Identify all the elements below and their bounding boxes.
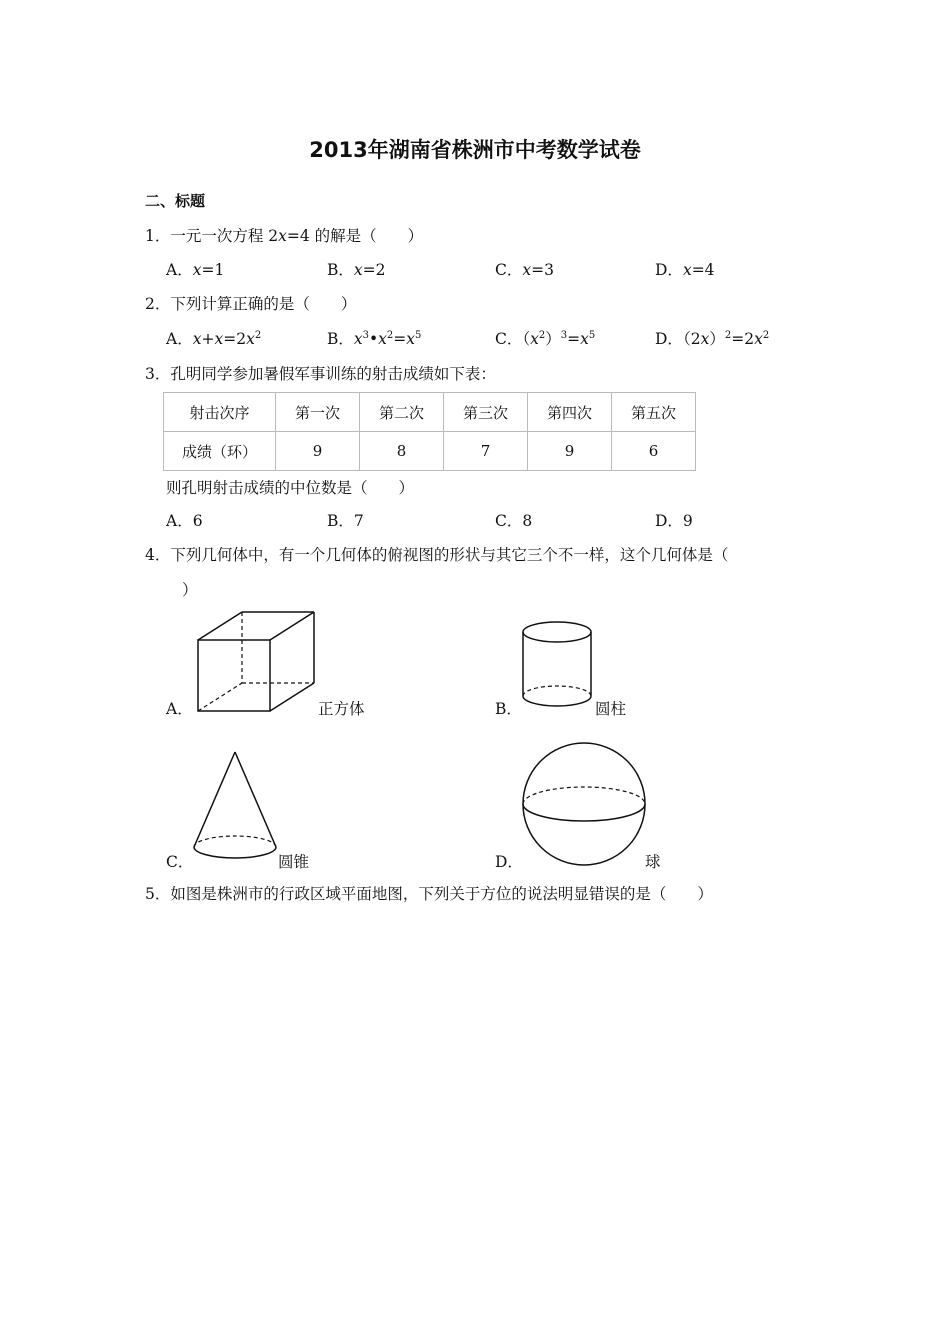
table-cell: 第五次 bbox=[611, 393, 695, 432]
q1-stem-post: =4 的解是（ ） bbox=[286, 227, 424, 245]
table-row bbox=[164, 432, 696, 471]
q1-option-b: B．x=2 bbox=[327, 261, 386, 279]
table-cell: 第三次 bbox=[443, 393, 527, 432]
q4-option-a-name: 正方体 bbox=[318, 700, 365, 718]
sphere-figure bbox=[520, 742, 650, 867]
table-cell: 6 bbox=[611, 432, 695, 471]
question-2-stem: 2．下列计算正确的是（ ） bbox=[145, 295, 357, 313]
cone-figure bbox=[190, 750, 282, 865]
q2-option-c: C．$(x^2)^3=x^5$ bbox=[495, 330, 596, 348]
question-3-followup: 则孔明射击成绩的中位数是（ ） bbox=[166, 479, 415, 497]
question-1-stem bbox=[145, 224, 423, 246]
q4-option-d-name: 球 bbox=[645, 853, 661, 871]
q2-option-d: D．$(2x)^2=2x^2$ bbox=[655, 330, 770, 348]
q3-option-b: B．7 bbox=[327, 512, 364, 530]
q3-option-a: A．6 bbox=[166, 512, 203, 530]
question-3-stem: 3．孔明同学参加暑假军事训练的射击成绩如下表： bbox=[145, 365, 496, 383]
q1-stem-pre: 1．一元一次方程 2 bbox=[145, 227, 279, 245]
q3-option-c: C．8 bbox=[495, 512, 533, 530]
q3-option-d: D．9 bbox=[655, 512, 693, 530]
table-cell: 第四次 bbox=[527, 393, 611, 432]
q1-option-d: D．x=4 bbox=[655, 261, 715, 279]
score-table bbox=[163, 392, 696, 471]
q2-option-a: A．$x+x=2x^2$ bbox=[166, 330, 262, 348]
q4-option-b-label: B． bbox=[495, 700, 522, 718]
question-4-stem: 4．下列几何体中，有一个几何体的俯视图的形状与其它三个不一样，这个几何体是（ bbox=[145, 546, 729, 564]
q1-stem-var: x bbox=[278, 227, 287, 245]
page-title: 2013年湖南省株洲市中考数学试卷 bbox=[309, 138, 641, 162]
q1-option-a: A．x=1 bbox=[166, 261, 225, 279]
q4-option-c-name: 圆锥 bbox=[278, 853, 310, 871]
question-4-stem-cont: ） bbox=[182, 581, 198, 599]
table-cell: 8 bbox=[360, 432, 444, 471]
q1-option-c: C．x=3 bbox=[495, 261, 554, 279]
table-cell: 第一次 bbox=[276, 393, 360, 432]
question-5-stem: 5．如图是株洲市的行政区域平面地图，下列关于方位的说法明显错误的是（ ） bbox=[145, 885, 713, 903]
q4-option-a-label: A． bbox=[166, 700, 193, 718]
q4-option-c-label: C． bbox=[166, 853, 194, 871]
table-cell: 9 bbox=[276, 432, 360, 471]
cylinder-figure bbox=[520, 618, 595, 713]
table-cell: 第二次 bbox=[360, 393, 444, 432]
q4-option-b-name: 圆柱 bbox=[595, 700, 627, 718]
table-cell: 9 bbox=[527, 432, 611, 471]
cube-figure bbox=[195, 610, 320, 715]
section-heading: 二、标题 bbox=[145, 192, 206, 210]
table-cell: 射击次序 bbox=[164, 393, 276, 432]
table-cell: 7 bbox=[443, 432, 527, 471]
table-cell: 成绩（环） bbox=[164, 432, 276, 471]
q4-option-d-label: D． bbox=[495, 853, 523, 871]
table-row bbox=[164, 393, 696, 432]
q2-option-b: B．$x^3•x^2=x^5$ bbox=[327, 330, 422, 348]
